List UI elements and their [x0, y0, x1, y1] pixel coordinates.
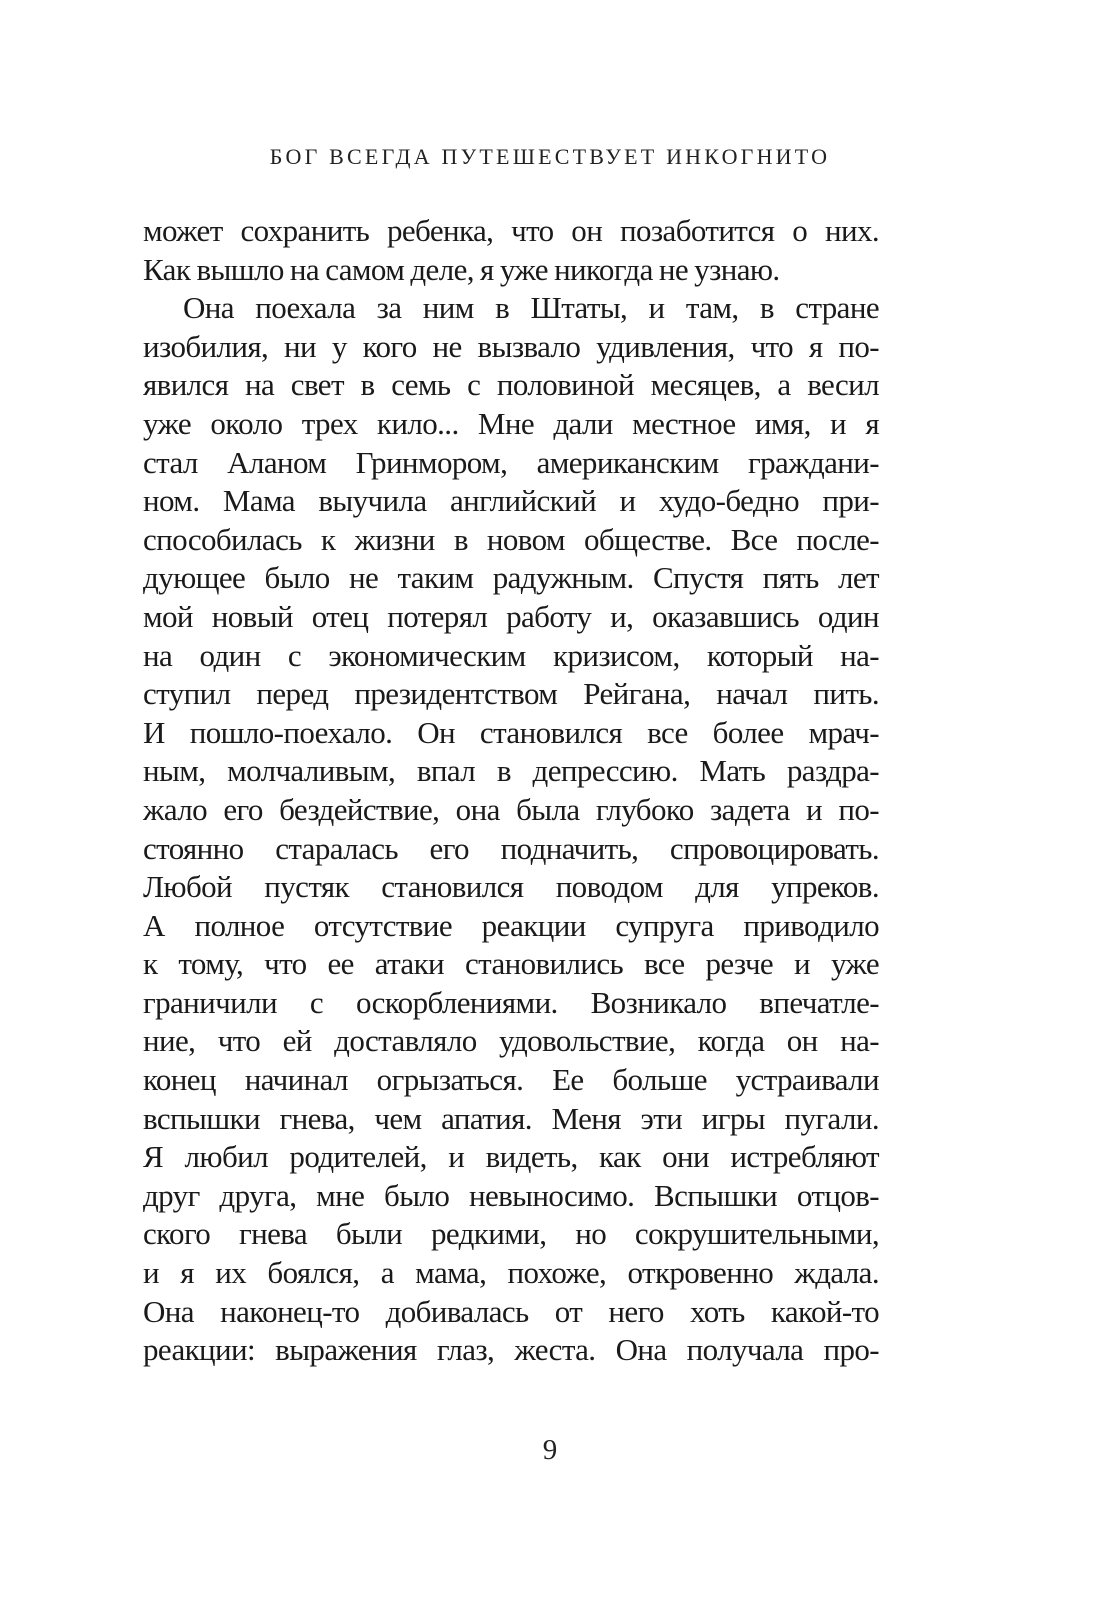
text-line: ным, молчаливым, впал в депрессию. Мать раздра- — [143, 753, 879, 789]
text-line: конец начинал огрызаться. Ее больше устраивали — [143, 1062, 879, 1098]
text-line: ступил перед президентством Рейгана, начал пить. — [143, 676, 879, 712]
text-line: граничили с оскорблениями. Возникало впечатле- — [143, 984, 879, 1020]
text-line: к тому, что ее атаки становились все резче и уже — [143, 946, 879, 982]
text-line: друг друга, мне было невыносимо. Вспышки отцов- — [143, 1177, 879, 1213]
paragraph-start-line: Она поехала за ним в Штаты, и там, в стране — [183, 290, 879, 326]
text-line: стал Аланом Гринмором, американским граждани- — [143, 444, 879, 480]
text-line: стоянно старалась его подначить, спровоцировать. — [143, 830, 879, 866]
running-head: БОГ ВСЕГДА ПУТЕШЕСТВУЕТ ИНКОГНИТО — [269, 144, 831, 169]
text-line: явился на свет в семь с половиной месяцев, а весил — [143, 367, 879, 403]
text-line: ского гнева были редкими, но сокрушительными, — [143, 1216, 879, 1252]
text-line: изобилия, ни у кого не вызвало удивления, что я по- — [143, 328, 879, 364]
text-line: уже около трех кило... Мне дали местное имя, и я — [143, 405, 879, 441]
text-line: на один с экономическим кризисом, который на- — [143, 637, 879, 673]
text-line: дующее было не таким радужным. Спустя пять лет — [143, 560, 879, 596]
text-line: жало его бездействие, она была глубоко задета и по- — [143, 791, 879, 827]
page-number: 9 — [542, 1434, 558, 1466]
text-line: Как вышло на самом деле, я уже никогда не узнаю. — [143, 251, 780, 287]
text-line: ние, что ей доставляло удовольствие, когда он на- — [143, 1023, 879, 1059]
text-line: мой новый отец потерял работу и, оказавшись один — [143, 598, 879, 634]
text-line: может сохранить ребенка, что он позаботится о них. — [143, 213, 879, 248]
text-line: Она наконец-то добивалась от него хоть какой-то — [143, 1293, 879, 1329]
text-line: и я их боялся, а мама, похоже, откровенно ждала. — [143, 1255, 879, 1291]
body-text — [143, 212, 879, 1370]
text-line: способилась к жизни в новом обществе. Все после- — [143, 521, 879, 557]
text-line: И пошло-поехало. Он становился все более мрач- — [143, 714, 879, 750]
text-line: реакции: выражения глаз, жеста. Она получала про- — [143, 1332, 879, 1368]
text-line: Любой пустяк становился поводом для упреков. — [143, 869, 879, 905]
text-line: ном. Мама выучила английский и худо-бедно при- — [143, 483, 879, 519]
text-line: А полное отсутствие реакции супруга приводило — [143, 907, 879, 943]
text-line: вспышки гнева, чем апатия. Меня эти игры пугали. — [143, 1100, 879, 1136]
text-line: Я любил родителей, и видеть, как они истребляют — [143, 1139, 879, 1175]
